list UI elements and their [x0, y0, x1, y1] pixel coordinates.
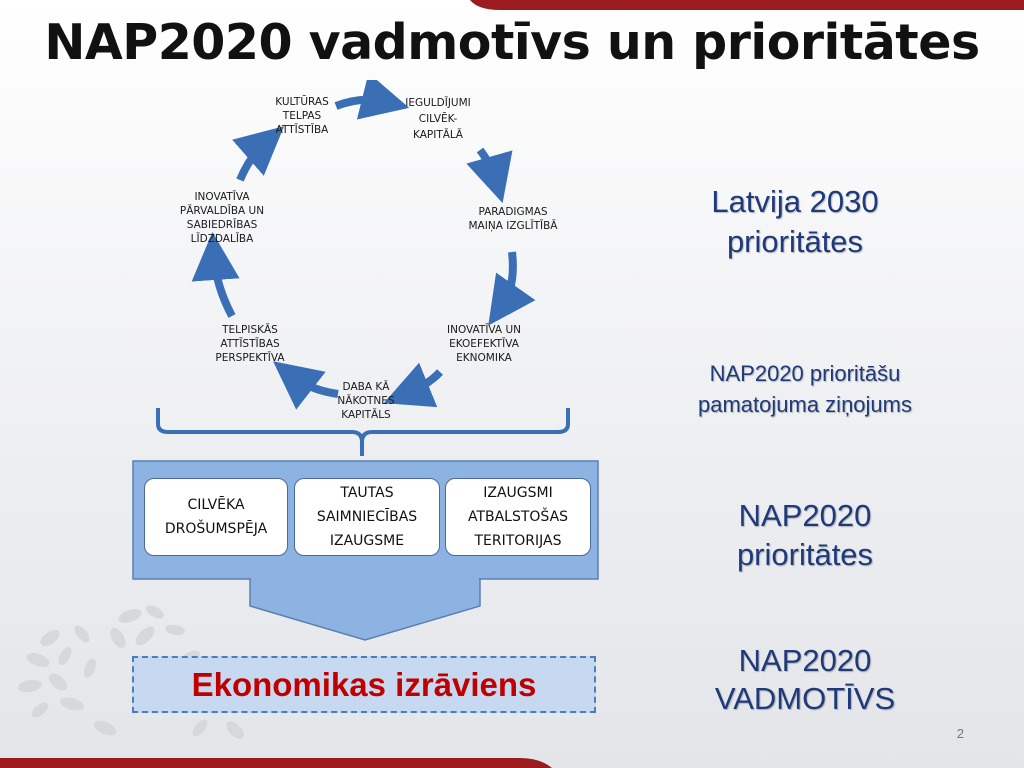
cycle-arrow-2: [480, 150, 496, 180]
priority-box-economy-growth: TAUTAS SAIMNIECĪBAS IZAUGSME: [294, 478, 440, 556]
side-label-latvija-2030: Latvija 2030 prioritātes: [711, 184, 879, 259]
cycle-arrow-4: [406, 372, 440, 394]
bottom-decor-band: [0, 752, 1024, 768]
cycle-arrow-3: [502, 252, 513, 306]
priority-box-regions: IZAUGSMI ATBALSTOŠAS TERITORIJAS: [445, 478, 591, 556]
cycle-item-innovative-governance: INOVATĪVA PĀRVALDĪBA UN SABIEDRĪBAS LĪDZDALĪBA: [179, 191, 265, 245]
cycle-item-innovative-economy: INOVATĪVA UN EKOEFEKTĪVA EKNOMIKA: [447, 324, 521, 364]
cycle-arrow-1: [336, 100, 386, 106]
page-number: 2: [956, 726, 964, 741]
side-label-report: NAP2020 prioritāšu pamatojuma ziņojums: [698, 361, 912, 417]
cycle-item-spatial-development: TELPISKĀS ATTĪSTĪBAS PERSPEKTĪVA: [215, 324, 285, 364]
cycle-item-nature-capital: DABA KĀ NĀKOTNES KAPITĀLS: [337, 381, 395, 421]
side-label-nap-priorities: NAP2020 prioritātes: [736, 498, 874, 572]
cycle-arrow-7: [240, 142, 266, 180]
page-title: NAP2020 vadmotīvs un prioritātes: [44, 14, 980, 71]
priority-box-human-security: CILVĒKA DROŠUMSPĒJA: [144, 478, 288, 556]
cycle-item-education-paradigm: PARADIGMAS MAIŅA IZGLĪTĪBĀ: [468, 206, 558, 232]
side-label-nap-leitmotif: NAP2020 VADMOTĪVS: [714, 643, 896, 716]
cycle-item-culture-space: KULTŪRAS TELPAS ATTĪSTĪBA: [275, 96, 329, 136]
grouping-bracket: [150, 404, 580, 460]
cycle-arrow-6: [214, 256, 232, 316]
cycle-item-human-capital: IEGULDĪJUMI CILVĒK- KAPITĀLĀ: [405, 97, 471, 141]
leitmotif-box: Ekonomikas izrāviens: [132, 656, 596, 713]
top-decor-band: [0, 0, 1024, 14]
